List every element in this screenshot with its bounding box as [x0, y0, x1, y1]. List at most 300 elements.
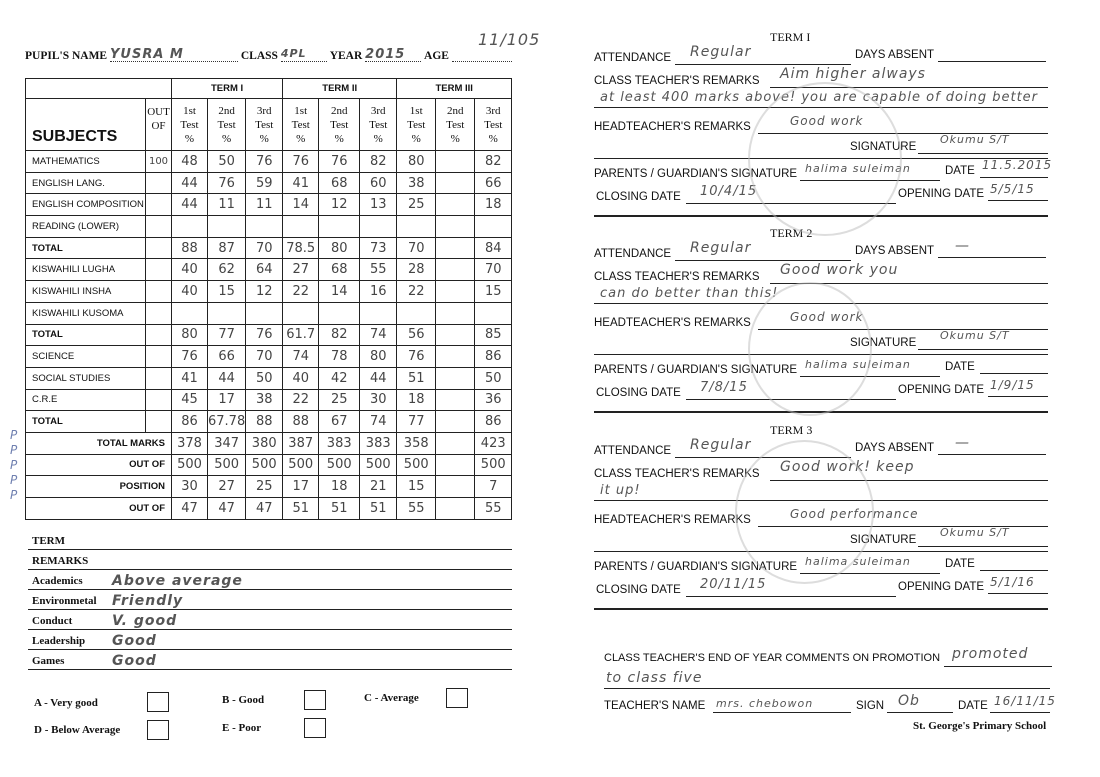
table-corner [26, 79, 172, 99]
remark-label: Conduct [32, 615, 73, 627]
parents-signature-value: halima suleiman [805, 358, 911, 371]
attendance-label: ATTENDANCE [594, 445, 672, 457]
score-cell: 500 [319, 454, 360, 476]
attendance-line [675, 64, 851, 65]
score-cell: 27 [283, 259, 319, 281]
test-header [397, 99, 436, 151]
table-row [26, 216, 512, 238]
out-of-cell [146, 367, 172, 389]
opening-date-value: 1/9/15 [990, 378, 1035, 392]
days-absent-line [938, 257, 1046, 258]
remark-conduct [28, 610, 512, 630]
score-cell: 64 [246, 259, 283, 281]
closing-date-label: CLOSING DATE [596, 191, 681, 203]
grade-b-checkbox[interactable] [304, 690, 326, 710]
score-cell: 17 [283, 476, 319, 498]
days-absent-value: — [955, 435, 970, 451]
score-cell: 30 [172, 476, 208, 498]
remark-label: Academics [32, 575, 83, 587]
test-header-line: 1st [183, 104, 196, 117]
score-cell: 423 [475, 432, 512, 454]
term-title: TERM 2 [770, 226, 813, 240]
class-teacher-remarks-value: Aim higher always [780, 66, 926, 82]
score-cell: 30 [360, 389, 397, 411]
teacher-name-value: mrs. chebowon [716, 697, 814, 710]
headteacher-remarks-label: HEADTEACHER'S REMARKS [594, 121, 751, 133]
subject-name: POSITION [26, 476, 172, 498]
score-cell: 62 [208, 259, 246, 281]
table-row [26, 151, 512, 173]
class-teacher-remarks-value: Good work you [780, 262, 899, 278]
results-table [25, 78, 512, 520]
remark-value: Good [112, 633, 157, 649]
score-cell [436, 346, 475, 368]
score-cell: 87 [208, 237, 246, 259]
test-header-line: Test [484, 118, 503, 131]
test-header [436, 99, 475, 151]
table-row [26, 172, 512, 194]
score-cell [208, 216, 246, 238]
term-2-header: TERM II [283, 79, 397, 99]
score-cell: 28 [397, 259, 436, 281]
test-header-line: Test [407, 118, 426, 131]
opening-date-line [988, 396, 1048, 397]
date-value: 11.5.2015 [982, 158, 1053, 172]
class-teacher-remarks-value-2: at least 400 marks above! you are capable of doing better [600, 90, 1039, 105]
out-of-cell [146, 172, 172, 194]
test-header-line: 3rd [370, 104, 386, 117]
score-cell [360, 302, 397, 324]
score-cell: 67.78 [208, 411, 246, 433]
subject-name: KISWAHILI INSHA [26, 281, 146, 303]
remark-environmental [28, 590, 512, 610]
remark-value: Good [112, 653, 157, 669]
closing-date-label: CLOSING DATE [596, 387, 681, 399]
grade-d-label: D - Below Average [34, 724, 121, 736]
score-cell [360, 216, 397, 238]
score-cell: 47 [246, 498, 283, 520]
closing-date-label: CLOSING DATE [596, 584, 681, 596]
signature-label: SIGNATURE [850, 534, 917, 546]
attendance-label: ATTENDANCE [594, 248, 672, 260]
score-cell: 22 [283, 281, 319, 303]
out-of-cell [146, 281, 172, 303]
teacher-sign-line [887, 712, 953, 713]
school-name: St. George's Primary School [913, 720, 1047, 732]
score-cell [436, 367, 475, 389]
score-cell: 48 [172, 151, 208, 173]
score-cell: 86 [475, 346, 512, 368]
opening-date-line [988, 200, 1048, 201]
grade-c-label: C - Average [364, 692, 419, 704]
class-teacher-remarks-value-2: it up! [600, 483, 641, 498]
score-cell: 25 [397, 194, 436, 216]
score-cell: 500 [360, 454, 397, 476]
score-cell: 51 [360, 498, 397, 520]
score-cell: 27 [208, 476, 246, 498]
subjects-header: SUBJECTS [26, 99, 146, 151]
table-row [26, 346, 512, 368]
end-of-year-value: promoted [952, 646, 1029, 662]
test-header-line: Test [291, 118, 310, 131]
days-absent-label: DAYS ABSENT [855, 442, 935, 454]
score-cell: 15 [475, 281, 512, 303]
score-cell: 85 [475, 324, 512, 346]
term-divider-line [594, 608, 1048, 610]
score-cell: 38 [246, 389, 283, 411]
score-cell: 55 [397, 498, 436, 520]
remarks-heading: REMARKS [32, 555, 89, 567]
score-cell: 40 [283, 367, 319, 389]
score-cell: 13 [360, 194, 397, 216]
score-cell [172, 302, 208, 324]
grade-a-checkbox[interactable] [147, 692, 169, 712]
subject-name: TOTAL MARKS [26, 432, 172, 454]
score-cell: 76 [319, 151, 360, 173]
score-cell: 76 [246, 151, 283, 173]
score-cell: 66 [208, 346, 246, 368]
out-of-cell [146, 411, 172, 433]
table-row [26, 324, 512, 346]
class-teacher-remarks-value-2: can do better than this! [600, 286, 779, 301]
test-header-line: % [334, 132, 344, 145]
subject-name: KISWAHILI KUSOMA [26, 302, 146, 324]
date-line [980, 177, 1048, 178]
score-cell: 15 [208, 281, 246, 303]
score-cell [436, 281, 475, 303]
remarks-term-row [28, 530, 512, 550]
score-cell [436, 151, 475, 173]
closing-date-value: 10/4/15 [700, 184, 758, 199]
class-teacher-remarks-label: CLASS TEACHER'S REMARKS [594, 271, 760, 283]
score-cell: 51 [283, 498, 319, 520]
score-cell [436, 194, 475, 216]
closing-date-value: 20/11/15 [700, 577, 767, 592]
days-absent-label: DAYS ABSENT [855, 245, 935, 257]
out-of-cell [146, 216, 172, 238]
score-cell: 61.7 [283, 324, 319, 346]
score-cell: 80 [319, 237, 360, 259]
subject-name: MATHEMATICS [26, 151, 146, 173]
opening-date-label: OPENING DATE [898, 581, 985, 593]
score-cell: 380 [246, 432, 283, 454]
signature-value: Okumu S/T [940, 526, 1010, 539]
score-cell [246, 216, 283, 238]
grade-e-checkbox[interactable] [304, 718, 326, 738]
score-cell: 18 [319, 476, 360, 498]
score-cell: 70 [246, 346, 283, 368]
teacher-sign-label: SIGN [856, 700, 885, 712]
score-cell: 42 [319, 367, 360, 389]
class-teacher-remarks-label: CLASS TEACHER'S REMARKS [594, 75, 760, 87]
score-cell: 44 [172, 194, 208, 216]
test-header-line: Test [330, 118, 349, 131]
score-cell [283, 216, 319, 238]
score-cell: 36 [475, 389, 512, 411]
score-cell [436, 302, 475, 324]
score-cell: 76 [283, 151, 319, 173]
test-header-line: Test [255, 118, 274, 131]
test-header-line: % [222, 132, 232, 145]
score-cell: 41 [283, 172, 319, 194]
end-of-year-value-2: to class five [606, 670, 703, 686]
score-cell: 74 [360, 324, 397, 346]
score-cell [475, 302, 512, 324]
signature-label: SIGNATURE [850, 337, 917, 349]
score-cell: 40 [172, 259, 208, 281]
end-date-line [990, 712, 1050, 713]
signature-label: SIGNATURE [850, 141, 917, 153]
table-row [26, 237, 512, 259]
attendance-label: ATTENDANCE [594, 52, 672, 64]
score-cell: 383 [360, 432, 397, 454]
score-cell: 68 [319, 259, 360, 281]
age-label: AGE [424, 50, 449, 62]
test-header-line: 1st [409, 104, 423, 117]
subject-name: C.R.E [26, 389, 146, 411]
test-header-line: 3rd [485, 104, 501, 117]
score-cell [436, 259, 475, 281]
table-row [26, 194, 512, 216]
score-cell: 14 [283, 194, 319, 216]
date-line [980, 570, 1048, 571]
remark-label: Games [32, 655, 65, 667]
test-header-line: 1st [294, 104, 308, 117]
year-value: 2015 [365, 47, 421, 62]
out-of-cell [146, 237, 172, 259]
end-date-value: 16/11/15 [994, 694, 1056, 708]
score-cell [397, 302, 436, 324]
test-header [360, 99, 397, 151]
parents-signature-label: PARENTS / GUARDIAN'S SIGNATURE [594, 364, 798, 376]
grade-d-checkbox[interactable] [147, 720, 169, 740]
remark-value: V. good [112, 613, 178, 629]
score-cell: 11 [246, 194, 283, 216]
score-cell: 82 [360, 151, 397, 173]
table-row [26, 454, 512, 476]
subject-name: TOTAL [26, 237, 146, 259]
score-cell: 17 [208, 389, 246, 411]
table-row [26, 432, 512, 454]
table-row [26, 411, 512, 433]
score-cell: 11 [208, 194, 246, 216]
score-cell [436, 324, 475, 346]
score-cell: 84 [475, 237, 512, 259]
score-cell: 76 [172, 346, 208, 368]
test-header-line: Test [217, 118, 236, 131]
score-cell [436, 172, 475, 194]
test-header [246, 99, 283, 151]
signature-value: Okumu S/T [940, 329, 1010, 342]
score-cell: 500 [397, 454, 436, 476]
test-header [208, 99, 246, 151]
out-of-cell [146, 194, 172, 216]
opening-date-label: OPENING DATE [898, 384, 985, 396]
test-header [475, 99, 512, 151]
remark-leadership [28, 630, 512, 650]
score-cell: 73 [360, 237, 397, 259]
end-of-year-label: CLASS TEACHER'S END OF YEAR COMMENTS ON PROMOTION [604, 652, 941, 664]
score-cell: 66 [475, 172, 512, 194]
class-value: 4PL [281, 47, 327, 62]
score-cell: 50 [208, 151, 246, 173]
class-label: CLASS [240, 50, 278, 62]
table-row [26, 281, 512, 303]
test-header-line: % [373, 132, 383, 145]
score-cell: 16 [360, 281, 397, 303]
score-cell: 70 [475, 259, 512, 281]
signature-line [918, 153, 1048, 154]
test-header-line: 2nd [330, 104, 348, 117]
score-cell: 44 [360, 367, 397, 389]
grade-a-label: A - Very good [34, 697, 98, 709]
score-cell: 387 [283, 432, 319, 454]
parents-signature-value: halima suleiman [805, 162, 911, 175]
score-cell: 76 [246, 324, 283, 346]
school-stamp [735, 440, 874, 584]
remark-label: Environmetal [32, 595, 97, 607]
score-cell [436, 216, 475, 238]
score-cell: 44 [208, 367, 246, 389]
score-cell: 56 [397, 324, 436, 346]
score-cell: 86 [172, 411, 208, 433]
subject-name: READING (LOWER) [26, 216, 146, 238]
score-cell: 59 [246, 172, 283, 194]
end-of-year-line [604, 688, 1050, 689]
score-cell: 51 [319, 498, 360, 520]
table-row [26, 367, 512, 389]
remark-games [28, 650, 512, 670]
test-header-line: Test [180, 118, 199, 131]
table-row [26, 302, 512, 324]
days-absent-line [938, 61, 1046, 62]
page-reference: 11/105 [478, 30, 541, 49]
score-cell: 80 [172, 324, 208, 346]
date-line [980, 373, 1048, 374]
end-date-label: DATE [958, 700, 988, 712]
score-cell: 500 [475, 454, 512, 476]
school-stamp [748, 82, 902, 236]
score-cell: 88 [283, 411, 319, 433]
score-cell: 18 [397, 389, 436, 411]
score-cell [208, 302, 246, 324]
score-cell: 78.5 [283, 237, 319, 259]
date-label: DATE [945, 165, 975, 177]
score-cell: 88 [172, 237, 208, 259]
days-absent-label: DAYS ABSENT [855, 49, 935, 61]
table-row [26, 389, 512, 411]
score-cell: 76 [397, 346, 436, 368]
subject-name: OUT OF [26, 454, 172, 476]
score-cell: 80 [397, 151, 436, 173]
score-cell: 67 [319, 411, 360, 433]
score-cell: 51 [397, 367, 436, 389]
score-cell: 500 [283, 454, 319, 476]
parents-signature-label: PARENTS / GUARDIAN'S SIGNATURE [594, 168, 798, 180]
score-cell: 14 [319, 281, 360, 303]
parents-signature-value: halima suleiman [805, 555, 911, 568]
subject-name: TOTAL [26, 411, 146, 433]
score-cell [436, 476, 475, 498]
end-of-year-line [944, 666, 1052, 667]
test-header-line: 2nd [446, 104, 464, 117]
remark-label: Leadership [32, 635, 86, 647]
out-of-cell [146, 389, 172, 411]
score-cell: 41 [172, 367, 208, 389]
opening-date-value: 5/1/16 [990, 575, 1035, 589]
term-title: TERM 3 [770, 423, 813, 437]
score-cell: 25 [246, 476, 283, 498]
test-header-line: 2nd [218, 104, 235, 117]
subject-name: SCIENCE [26, 346, 146, 368]
date-label: DATE [945, 361, 975, 373]
score-cell: 12 [246, 281, 283, 303]
score-cell [436, 498, 475, 520]
table-row [26, 259, 512, 281]
remarks-heading-row [28, 550, 512, 570]
score-cell [436, 454, 475, 476]
pupil-name-label: PUPIL'S NAME [25, 50, 108, 62]
score-cell: 500 [246, 454, 283, 476]
out-of-cell [146, 259, 172, 281]
score-cell [246, 302, 283, 324]
grade-c-checkbox[interactable] [446, 688, 468, 708]
score-cell: 22 [397, 281, 436, 303]
score-cell: 60 [360, 172, 397, 194]
score-cell: 68 [319, 172, 360, 194]
test-header [172, 99, 208, 151]
score-cell: 76 [208, 172, 246, 194]
test-header-line: % [450, 132, 460, 145]
opening-date-value: 5/5/15 [990, 182, 1035, 196]
score-cell: 347 [208, 432, 246, 454]
score-cell [172, 216, 208, 238]
remarks-term-label: TERM [32, 535, 65, 547]
test-header-line: Test [369, 118, 388, 131]
score-cell: 383 [319, 432, 360, 454]
score-cell: 74 [283, 346, 319, 368]
signature-line [918, 546, 1048, 547]
score-cell: 7 [475, 476, 512, 498]
opening-date-line [988, 593, 1048, 594]
score-cell: 50 [246, 367, 283, 389]
teacher-name-label: TEACHER'S NAME [604, 700, 706, 712]
score-cell [319, 216, 360, 238]
test-header-line: % [184, 132, 195, 145]
class-teacher-remarks-value: Good work! keep [780, 459, 915, 475]
term-1-header: TERM I [172, 79, 283, 99]
score-cell [436, 237, 475, 259]
subject-name: ENGLISH COMPOSITION [26, 194, 146, 216]
opening-date-label: OPENING DATE [898, 188, 985, 200]
score-cell: 47 [172, 498, 208, 520]
subject-name: ENGLISH LANG. [26, 172, 146, 194]
pupil-info-header [25, 47, 512, 62]
days-absent-line [938, 454, 1046, 455]
score-cell [319, 302, 360, 324]
headteacher-remarks-label: HEADTEACHER'S REMARKS [594, 514, 751, 526]
closing-date-line [686, 596, 896, 597]
score-cell: 44 [172, 172, 208, 194]
score-cell [283, 302, 319, 324]
score-cell: 77 [397, 411, 436, 433]
score-cell: 82 [475, 151, 512, 173]
subject-name: SOCIAL STUDIES [26, 367, 146, 389]
score-cell: 15 [397, 476, 436, 498]
attendance-value: Regular [690, 240, 752, 256]
score-cell: 55 [475, 498, 512, 520]
headteacher-remarks-value: Good work [790, 114, 864, 128]
